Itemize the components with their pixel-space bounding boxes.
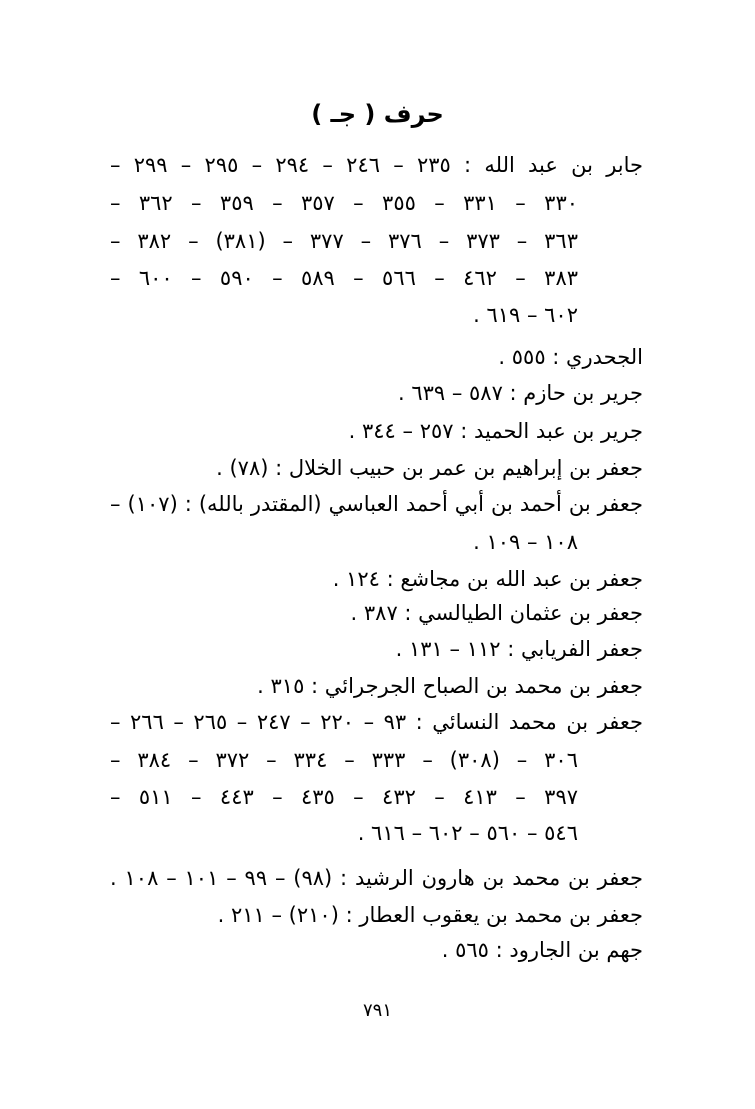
index-line: ٣٣٠ – ٣٣١ – ٣٥٥ – ٣٥٧ – ٣٥٩ – ٣٦٢ – xyxy=(110,191,579,215)
index-line: جهم بن الجارود : ٥٦٥ . xyxy=(441,938,643,962)
index-line: ٣٨٣ – ٤٦٢ – ٥٦٦ – ٥٨٩ – ٥٩٠ – ٦٠٠ – xyxy=(110,266,579,290)
index-line: جعفر الفريابي : ١١٢ – ١٣١ . xyxy=(395,637,643,661)
index-line: جعفر بن محمد بن هارون الرشيد : (٩٨) – ٩٩ – ١٠١ – ١٠٨ . xyxy=(110,866,644,890)
index-line: جعفر بن عبد الله بن مجاشع : ١٢٤ . xyxy=(332,567,643,591)
index-line: ٣٩٧ – ٤١٣ – ٤٣٢ – ٤٣٥ – ٤٤٣ – ٥١١ – xyxy=(110,785,579,809)
index-line: جعفر بن محمد بن يعقوب العطار : (٢١٠) – ٢١١ . xyxy=(217,903,643,927)
index-line: ١٠٨ – ١٠٩ . xyxy=(473,530,578,554)
index-line: جابر بن عبد الله : ٢٣٥ – ٢٤٦ – ٢٩٤ – ٢٩٥ – ٢٩٩ – xyxy=(110,153,644,177)
index-line: جعفر بن أحمد بن أبي أحمد العباسي (المقتدر بالله) : (١٠٧) – xyxy=(110,492,643,516)
index-line: ٣٦٣ – ٣٧٣ – ٣٧٦ – ٣٧٧ – (٣٨١) – ٣٨٢ – xyxy=(110,229,578,253)
index-line: جعفر بن محمد بن الصباح الجرجرائي : ٣١٥ . xyxy=(257,674,643,698)
index-line: جعفر بن عثمان الطيالسي : ٣٨٧ . xyxy=(350,601,643,625)
index-line: جرير بن حازم : ٥٨٧ – ٦٣٩ . xyxy=(397,381,643,405)
index-line: ٣٠٦ – (٣٠٨) – ٣٣٣ – ٣٣٤ – ٣٧٢ – ٣٨٤ – xyxy=(110,748,578,772)
index-line: جرير بن عبد الحميد : ٢٥٧ – ٣٤٤ . xyxy=(348,419,643,443)
index-line: جعفر بن إبراهيم بن عمر بن حبيب الخلال : (٧٨) . xyxy=(216,456,643,480)
index-line: جعفر بن محمد النسائي : ٩٣ – ٢٢٠ – ٢٤٧ – ٢٦٥ – ٢٦٦ – xyxy=(110,710,643,734)
section-heading: حرف ( جـ ) xyxy=(311,100,444,128)
index-line: ٦٠٢ – ٦١٩ . xyxy=(473,303,578,327)
index-line: ٥٤٦ – ٥٦٠ – ٦٠٢ – ٦١٦ . xyxy=(357,821,578,845)
page-number: ٧٩١ xyxy=(362,1000,392,1021)
index-line: الجحدري : ٥٥٥ . xyxy=(498,345,643,369)
